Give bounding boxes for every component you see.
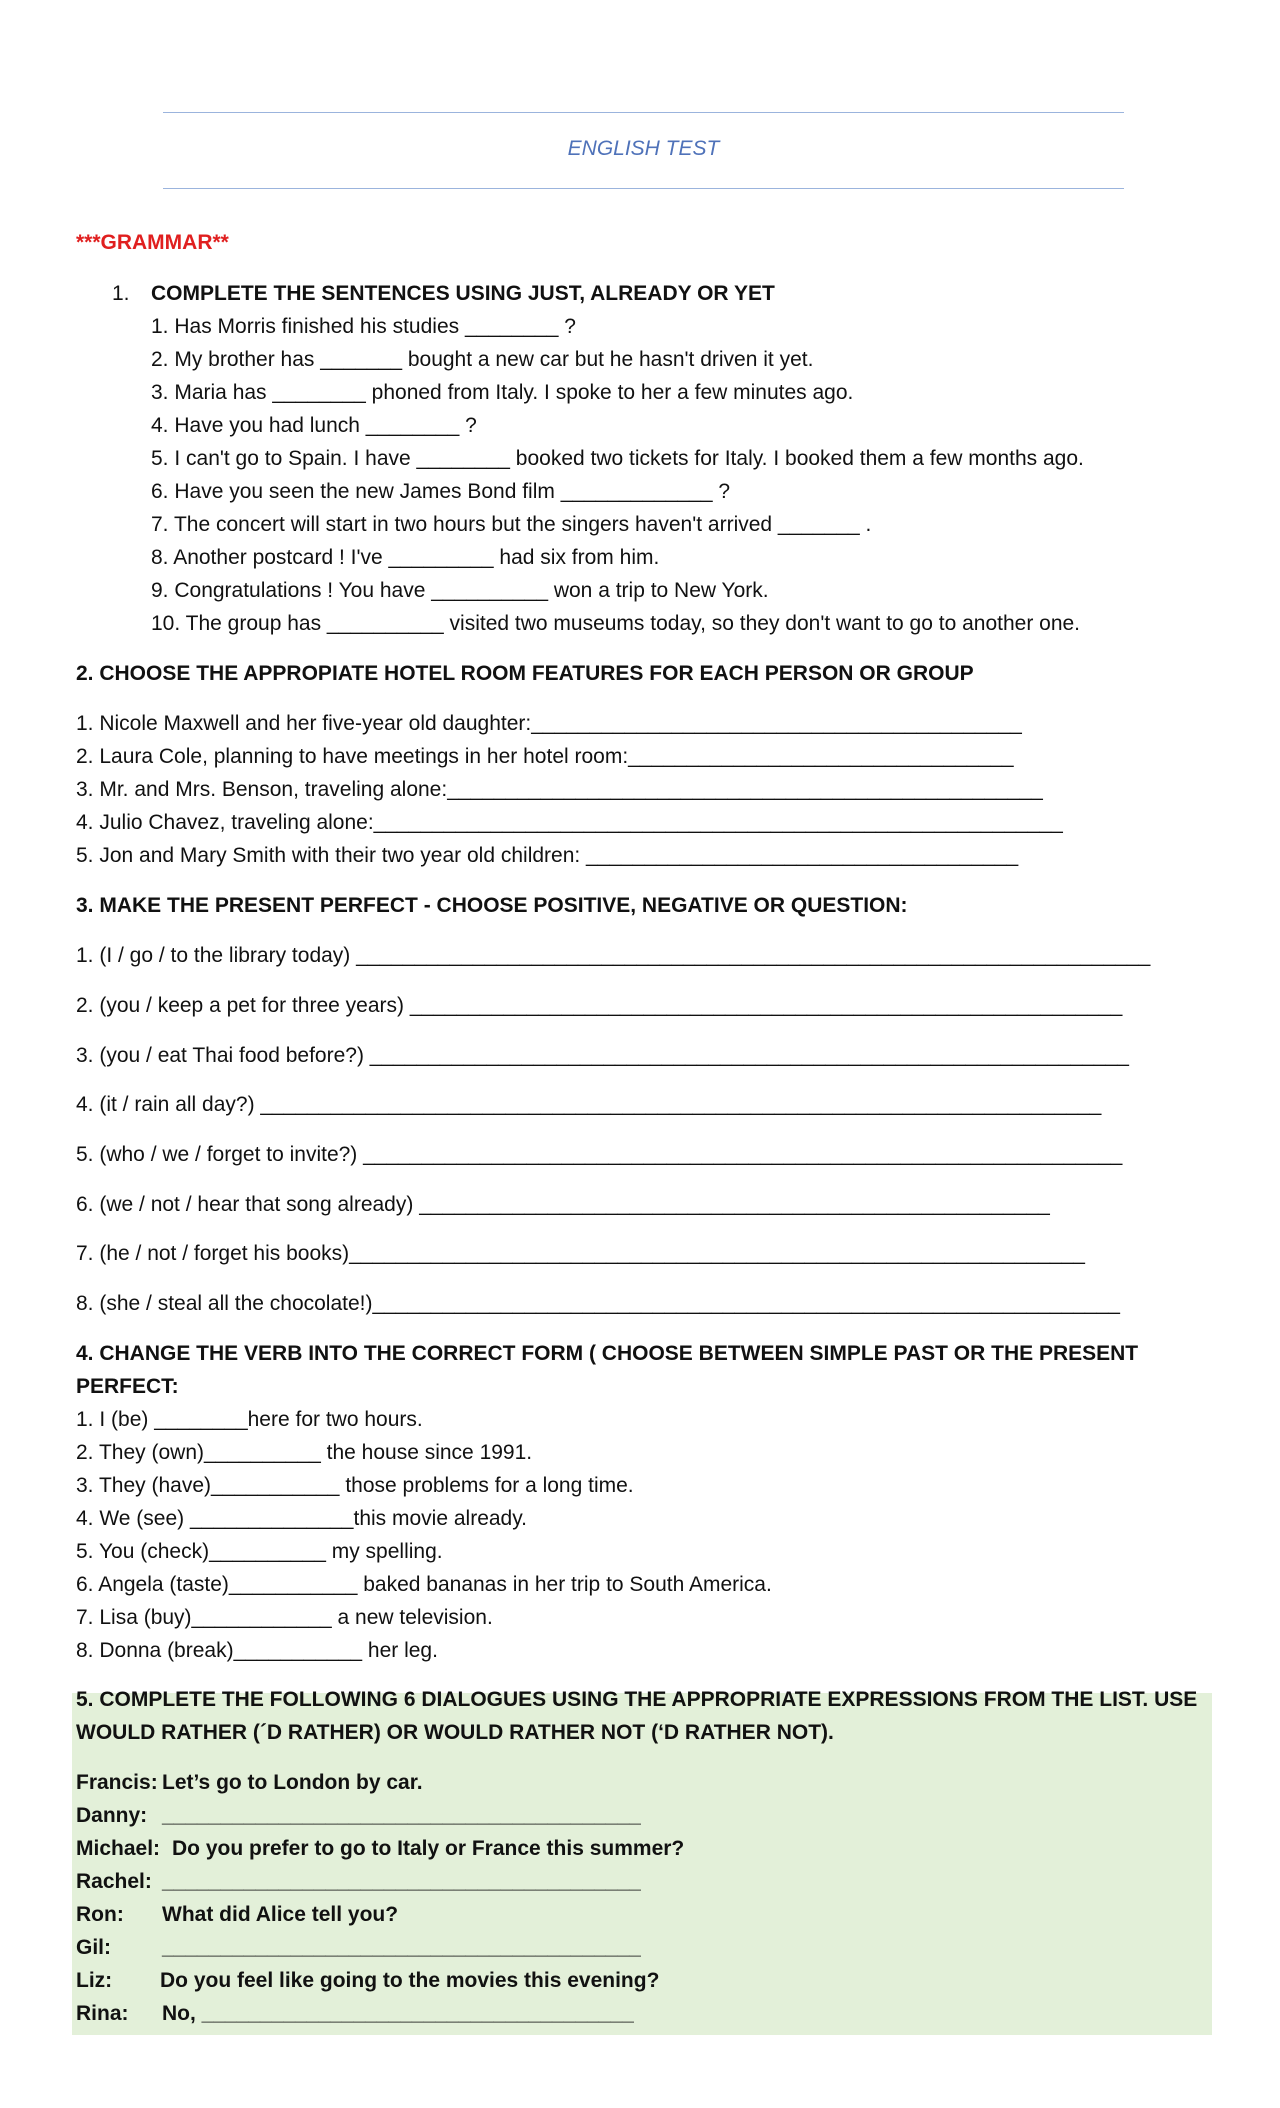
dialogue-speaker: Liz: bbox=[76, 1969, 113, 1992]
section1-heading: COMPLETE THE SENTENCES USING JUST, ALREADY OR YET bbox=[151, 282, 775, 305]
section1-item: 3. Maria has ________ phoned from Italy. I spoke to her a few minutes ago. bbox=[151, 381, 854, 404]
section1-item: 4. Have you had lunch ________ ? bbox=[151, 414, 477, 437]
section4-item: 7. Lisa (buy)____________ a new television. bbox=[76, 1606, 493, 1629]
section1-item: 2. My brother has _______ bought a new car but he hasn't driven it yet. bbox=[151, 348, 814, 371]
section2-item: 5. Jon and Mary Smith with their two year old children: _____________________________________ bbox=[76, 844, 1019, 867]
section4-item: 4. We (see) ______________this movie already. bbox=[76, 1507, 528, 1530]
section4-item: 5. You (check)__________ my spelling. bbox=[76, 1540, 443, 1563]
dialogue-line: Do you prefer to go to Italy or France this summer? bbox=[172, 1837, 685, 1860]
section4-item: 2. They (own)__________ the house since 1991. bbox=[76, 1441, 533, 1464]
section3-item: 7. (he / not / forget his books)_______________________________________________________________ bbox=[76, 1242, 1085, 1265]
title-rule bbox=[163, 188, 1124, 189]
section2-item: 1. Nicole Maxwell and her five-year old daughter:__________________________________________ bbox=[76, 712, 1022, 735]
section4-item: 3. They (have)___________ those problems for a long time. bbox=[76, 1474, 634, 1497]
section1-item: 5. I can't go to Spain. I have ________ booked two tickets for Italy. I booked them a few months ago. bbox=[151, 447, 1084, 470]
section2-item: 2. Laura Cole, planning to have meetings in her hotel room:_________________________________ bbox=[76, 745, 1014, 768]
page-title: ENGLISH TEST bbox=[567, 137, 720, 160]
dialogue-speaker: Rachel: bbox=[76, 1870, 152, 1893]
grammar-label: ***GRAMMAR** bbox=[76, 231, 229, 254]
section1-item: 7. The concert will start in two hours but the singers haven't arrived _______ . bbox=[151, 513, 872, 536]
section3-item: 5. (who / we / forget to invite?) _________________________________________________________________ bbox=[76, 1143, 1123, 1166]
dialogue-answer-blank: _________________________________________ bbox=[162, 1936, 641, 1959]
section3-item: 6. (we / not / hear that song already) ______________________________________________________ bbox=[76, 1193, 1050, 1216]
section1-item: 10. The group has __________ visited two museums today, so they don't want to go to another one. bbox=[151, 612, 1081, 635]
section1-item: 9. Congratulations ! You have __________ won a trip to New York. bbox=[151, 579, 769, 602]
dialogue-answer-blank: _________________________________________ bbox=[162, 1870, 641, 1893]
dialogue-speaker: Francis: bbox=[76, 1771, 158, 1794]
section3-item: 1. (I / go / to the library today) ____________________________________________________________________ bbox=[76, 944, 1151, 967]
section4-heading: 4. CHANGE THE VERB INTO THE CORRECT FORM ( CHOOSE BETWEEN SIMPLE PAST OR THE PRESENT bbox=[76, 1342, 1139, 1365]
section4-item: 8. Donna (break)___________ her leg. bbox=[76, 1639, 438, 1662]
dialogue-speaker: Ron: bbox=[76, 1903, 124, 1926]
section1-item: 6. Have you seen the new James Bond film _____________ ? bbox=[151, 480, 731, 503]
section2-item: 3. Mr. and Mrs. Benson, traveling alone:___________________________________________________ bbox=[76, 778, 1043, 801]
dialogue-line: Let’s go to London by car. bbox=[162, 1771, 423, 1794]
section3-item: 4. (it / rain all day?) ________________________________________________________________________ bbox=[76, 1093, 1102, 1116]
section3-item: 3. (you / eat Thai food before?) _________________________________________________________________ bbox=[76, 1044, 1129, 1067]
dialogue-speaker: Rina: bbox=[76, 2002, 129, 2025]
section3-item: 2. (you / keep a pet for three years) _____________________________________________________________ bbox=[76, 994, 1123, 1017]
dialogue-speaker: Michael: bbox=[76, 1837, 161, 1860]
dialogue-speaker: Gil: bbox=[76, 1936, 111, 1959]
section1-item: 8. Another postcard ! I've _________ had six from him. bbox=[151, 546, 660, 569]
section5-heading: 5. COMPLETE THE FOLLOWING 6 DIALOGUES USING THE APPROPRIATE EXPRESSIONS FROM THE LIST. USE bbox=[76, 1688, 1198, 1711]
section3-heading: 3. MAKE THE PRESENT PERFECT - CHOOSE POSITIVE, NEGATIVE OR QUESTION: bbox=[76, 894, 908, 917]
section4-item: 1. I (be) ________here for two hours. bbox=[76, 1408, 423, 1431]
dialogue-answer-blank: _________________________________________ bbox=[162, 1804, 641, 1827]
section2-heading: 2. CHOOSE THE APPROPIATE HOTEL ROOM FEATURES FOR EACH PERSON OR GROUP bbox=[76, 662, 974, 685]
section2-item: 4. Julio Chavez, traveling alone:___________________________________________________________ bbox=[76, 811, 1063, 834]
top-rule bbox=[163, 112, 1124, 113]
section4-heading-cont: PERFECT: bbox=[76, 1375, 179, 1398]
section1-number: 1. bbox=[112, 282, 130, 305]
section1-item: 1. Has Morris finished his studies ________ ? bbox=[151, 315, 576, 338]
dialogue-line: Do you feel like going to the movies this evening? bbox=[160, 1969, 660, 1992]
dialogue-answer-blank: No, _____________________________________ bbox=[162, 2002, 634, 2025]
section3-item: 8. (she / steal all the chocolate!)________________________________________________________________ bbox=[76, 1292, 1120, 1315]
section4-item: 6. Angela (taste)___________ baked bananas in her trip to South America. bbox=[76, 1573, 772, 1596]
section5-heading-cont: WOULD RATHER (´D RATHER) OR WOULD RATHER NOT (‘D RATHER NOT). bbox=[76, 1721, 834, 1744]
dialogue-line: What did Alice tell you? bbox=[162, 1903, 399, 1926]
dialogue-speaker: Danny: bbox=[76, 1804, 148, 1827]
